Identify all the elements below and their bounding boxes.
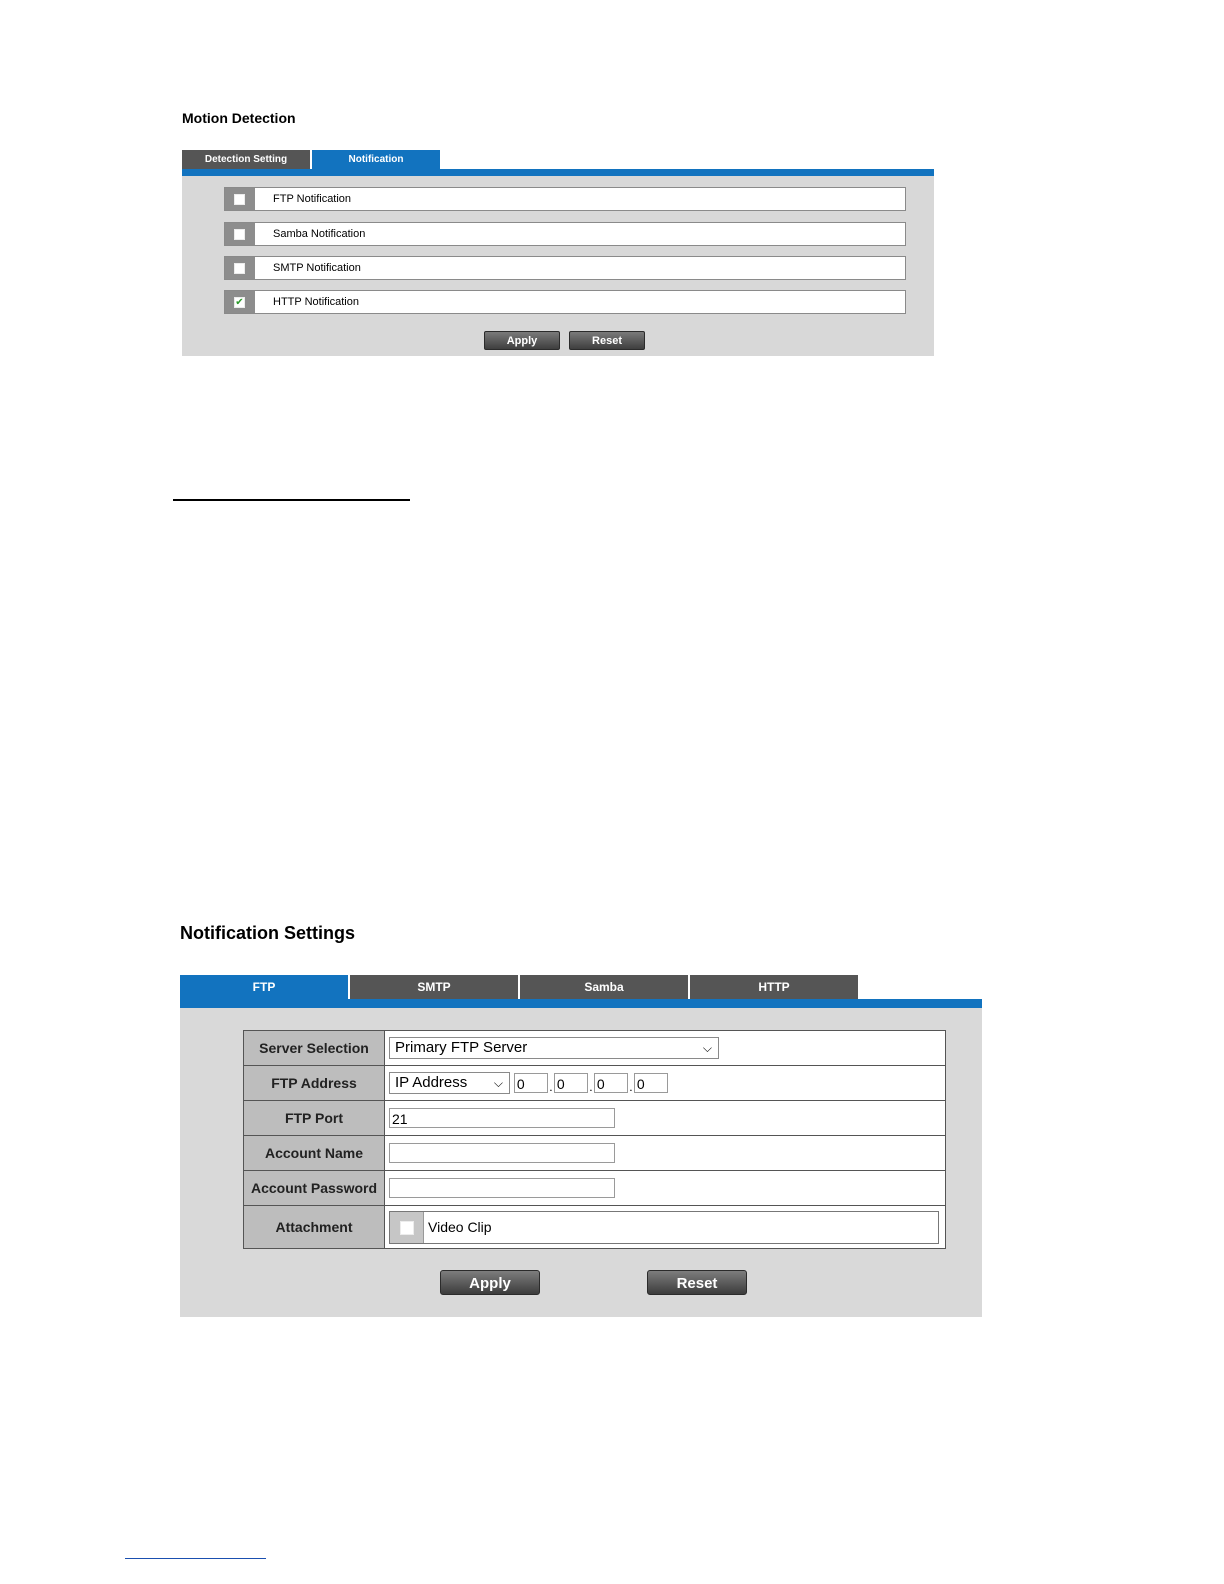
reset-button[interactable]: Reset xyxy=(569,331,645,350)
tab-ftp[interactable]: FTP xyxy=(180,975,348,999)
ftp-settings-table xyxy=(243,1030,946,1249)
attachment-cell xyxy=(385,1206,946,1249)
notification-settings-title: Notification Settings xyxy=(180,923,355,943)
samba-notification-row[interactable] xyxy=(224,222,906,246)
checkbox-cell xyxy=(390,1212,424,1243)
tab-smtp[interactable]: SMTP xyxy=(350,975,518,999)
ip-octet-3-input[interactable]: 0 xyxy=(594,1073,628,1093)
samba-notification-checkbox[interactable] xyxy=(234,229,245,240)
account-name-input[interactable] xyxy=(389,1143,615,1163)
video-clip-label: Video Clip xyxy=(428,1218,492,1235)
reset-button[interactable]: Reset xyxy=(647,1270,747,1295)
ftp-port-cell xyxy=(385,1101,946,1136)
tab-underline-bar xyxy=(180,999,982,1008)
checkbox-cell xyxy=(225,223,255,245)
notification-settings-tabs xyxy=(180,975,860,999)
ftp-notification-row[interactable] xyxy=(224,187,906,211)
attachment-option[interactable] xyxy=(389,1211,939,1244)
server-selection-cell xyxy=(385,1031,946,1066)
ftp-notification-checkbox[interactable] xyxy=(234,194,245,205)
motion-detection-title: Motion Detection xyxy=(182,110,296,126)
account-name-label: Account Name xyxy=(244,1136,385,1171)
ip-dot: . xyxy=(549,1080,553,1094)
ftp-address-cell xyxy=(385,1066,946,1101)
checkbox-cell xyxy=(225,257,255,279)
ip-dot: . xyxy=(629,1080,633,1094)
checkbox-cell xyxy=(225,291,255,313)
tab-samba[interactable]: Samba xyxy=(520,975,688,999)
apply-button[interactable]: Apply xyxy=(484,331,560,350)
chevron-down-icon: ⌵ xyxy=(493,1076,503,1090)
section-divider xyxy=(173,499,410,501)
footer-link-underline xyxy=(125,1558,266,1559)
attachment-label: Attachment xyxy=(244,1206,385,1249)
samba-notification-label: Samba Notification xyxy=(273,228,366,240)
apply-button[interactable]: Apply xyxy=(440,1270,540,1295)
ip-octet-2-input[interactable]: 0 xyxy=(554,1073,588,1093)
account-password-input[interactable] xyxy=(389,1178,615,1198)
account-name-cell xyxy=(385,1136,946,1171)
server-selection-value: Primary FTP Server xyxy=(395,1039,528,1056)
http-notification-row[interactable] xyxy=(224,290,906,314)
video-clip-checkbox[interactable] xyxy=(400,1221,414,1235)
ip-octet-1-input[interactable]: 0 xyxy=(514,1073,548,1093)
address-type-value: IP Address xyxy=(395,1074,468,1091)
ftp-settings-panel xyxy=(180,1008,982,1317)
ftp-address-label: FTP Address xyxy=(244,1066,385,1101)
address-type-dropdown[interactable] xyxy=(389,1072,510,1094)
http-notification-label: HTTP Notification xyxy=(273,296,359,308)
ftp-port-label: FTP Port xyxy=(244,1101,385,1136)
motion-notification-panel xyxy=(182,176,934,356)
ftp-notification-label: FTP Notification xyxy=(273,193,352,205)
ip-octet-4-input[interactable]: 0 xyxy=(634,1073,668,1093)
tab-http[interactable]: HTTP xyxy=(690,975,858,999)
http-notification-checkbox[interactable] xyxy=(234,297,245,308)
server-selection-label: Server Selection xyxy=(244,1031,385,1066)
account-password-label: Account Password xyxy=(244,1171,385,1206)
motion-detection-tabs xyxy=(182,150,442,169)
checkbox-cell xyxy=(225,188,255,210)
chevron-down-icon: ⌵ xyxy=(702,1041,712,1055)
ftp-port-input[interactable]: 21 xyxy=(389,1108,615,1128)
check-mark-icon: ✔ xyxy=(235,297,244,308)
tab-notification[interactable]: Notification xyxy=(312,150,440,169)
server-selection-dropdown[interactable] xyxy=(389,1037,719,1059)
smtp-notification-checkbox[interactable] xyxy=(234,263,245,274)
tab-underline-bar xyxy=(182,169,934,176)
ip-dot: . xyxy=(589,1080,593,1094)
tab-detection-setting[interactable]: Detection Setting xyxy=(182,150,310,169)
smtp-notification-label: SMTP Notification xyxy=(273,262,361,274)
account-password-cell xyxy=(385,1171,946,1206)
smtp-notification-row[interactable] xyxy=(224,256,906,280)
